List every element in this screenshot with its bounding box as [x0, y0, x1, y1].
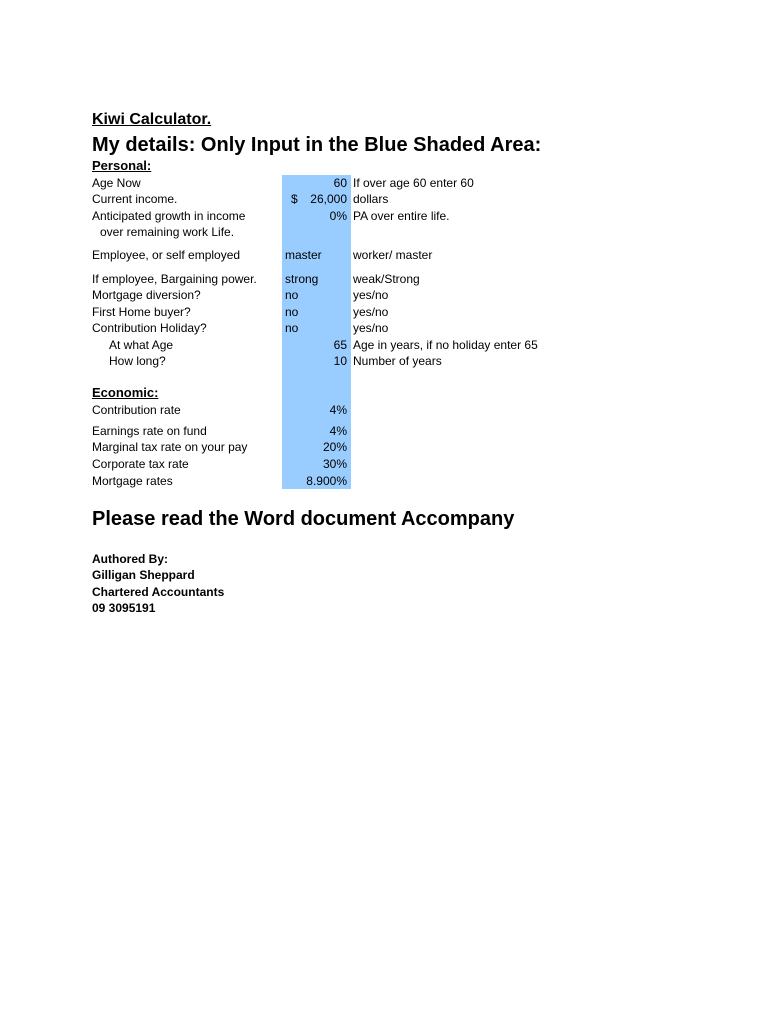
holiday-length-note: Number of years: [353, 354, 442, 368]
bargaining-power-note: weak/Strong: [353, 272, 420, 286]
page-title: Kiwi Calculator.: [92, 111, 212, 128]
author-firm: Chartered Accountants: [92, 585, 225, 599]
age-now-input[interactable]: 60: [333, 176, 347, 190]
marginal-tax-input[interactable]: 20%: [322, 440, 347, 454]
bargaining-power-input[interactable]: strong: [285, 272, 319, 286]
income-growth-label: Anticipated growth in income: [92, 209, 246, 223]
contribution-holiday-note: yes/no: [353, 321, 389, 335]
first-home-buyer-label: First Home buyer?: [92, 305, 191, 319]
holiday-age-label: At what Age: [109, 338, 174, 352]
corporate-tax-input[interactable]: 30%: [322, 457, 347, 471]
author-phone: 09 3095191: [92, 601, 156, 615]
earnings-rate-label: Earnings rate on fund: [92, 424, 207, 438]
read-document-notice: Please read the Word document Accompany: [92, 508, 515, 530]
mortgage-rates-label: Mortgage rates: [92, 474, 173, 488]
holiday-length-input[interactable]: 10: [333, 354, 347, 368]
row-earnings-rate: [0, 423, 768, 439]
employment-type-input[interactable]: master: [285, 248, 322, 262]
currency-sign: $: [291, 192, 298, 206]
income-growth-input[interactable]: 0%: [329, 209, 347, 223]
mortgage-rates-input[interactable]: 8.900%: [306, 474, 347, 488]
row-mortgage-diversion: [0, 287, 768, 303]
row-bargaining-power: [0, 271, 768, 287]
row-contribution-rate: [0, 402, 768, 418]
row-income-growth: [0, 208, 768, 224]
contribution-holiday-label: Contribution Holiday?: [92, 321, 207, 335]
marginal-tax-label: Marginal tax rate on your pay: [92, 440, 248, 454]
employment-type-label: Employee, or self employed: [92, 248, 241, 262]
age-now-label: Age Now: [92, 176, 141, 190]
current-income-value: 26,000: [310, 192, 347, 206]
row-corporate-tax: [0, 456, 768, 472]
mortgage-diversion-note: yes/no: [353, 288, 389, 302]
contribution-rate-input[interactable]: 4%: [329, 403, 347, 417]
row-income-growth-cont: [0, 224, 768, 240]
section-economic-label: Economic:: [92, 385, 159, 400]
mortgage-diversion-input[interactable]: no: [285, 288, 299, 302]
author-name: Gilligan Sheppard: [92, 568, 195, 582]
row-contribution-holiday: [0, 320, 768, 336]
row-mortgage-rates: [0, 473, 768, 489]
authored-by-label: Authored By:: [92, 552, 168, 566]
mortgage-diversion-label: Mortgage diversion?: [92, 288, 201, 302]
row-marginal-tax: [0, 439, 768, 455]
contribution-rate-label: Contribution rate: [92, 403, 181, 417]
bargaining-power-label: If employee, Bargaining power.: [92, 272, 257, 286]
employment-type-note: worker/ master: [353, 248, 433, 262]
row-holiday-length: [0, 353, 768, 369]
holiday-age-note: Age in years, if no holiday enter 65: [353, 338, 538, 352]
income-growth-note: PA over entire life.: [353, 209, 450, 223]
corporate-tax-label: Corporate tax rate: [92, 457, 189, 471]
current-income-input[interactable]: [285, 191, 347, 207]
holiday-length-label: How long?: [109, 354, 166, 368]
row-employment-type: [0, 247, 768, 263]
row-current-income: [0, 191, 768, 207]
instructions-heading: My details: Only Input in the Blue Shaded Area:: [92, 134, 542, 156]
first-home-buyer-input[interactable]: no: [285, 305, 299, 319]
contribution-holiday-input[interactable]: no: [285, 321, 299, 335]
row-first-home-buyer: [0, 304, 768, 320]
row-age-now: [0, 175, 768, 191]
holiday-age-input[interactable]: 65: [333, 338, 347, 352]
section-personal-label: Personal:: [92, 158, 152, 173]
earnings-rate-input[interactable]: 4%: [329, 424, 347, 438]
income-growth-label-cont: over remaining work Life.: [100, 225, 235, 239]
age-now-note: If over age 60 enter 60: [353, 176, 474, 190]
current-income-label: Current income.: [92, 192, 178, 206]
current-income-note: dollars: [353, 192, 389, 206]
first-home-buyer-note: yes/no: [353, 305, 389, 319]
row-holiday-age: [0, 337, 768, 353]
